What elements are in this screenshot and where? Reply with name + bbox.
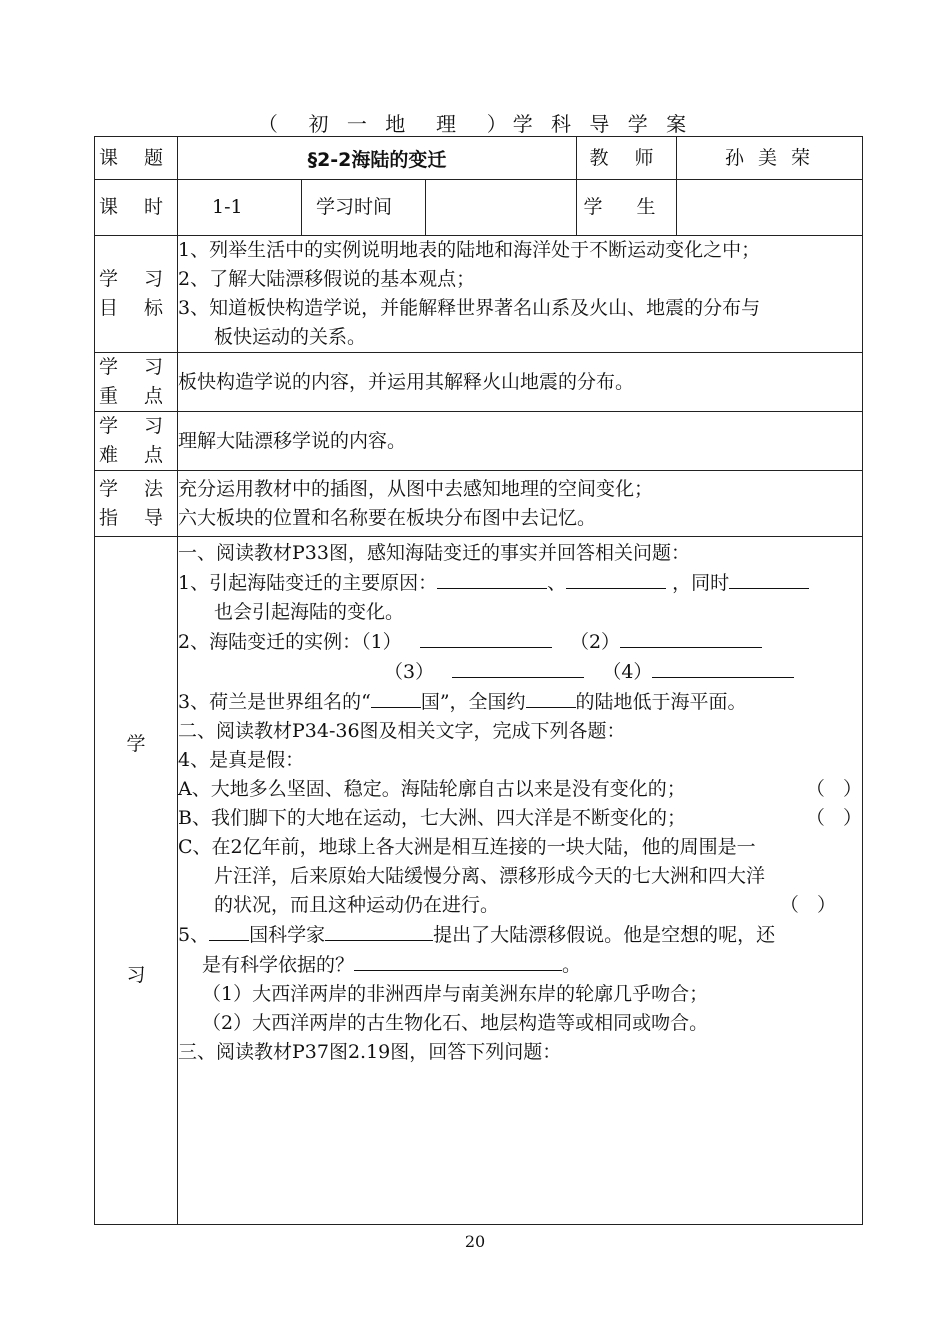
evidence-2: （2）大西洋两岸的古生物化石、地层构造等或相同或吻合。 <box>202 1012 709 1034</box>
method-label-line1: 学 法 <box>98 477 174 500</box>
row-key-points <box>95 353 863 412</box>
statement-c-line3 <box>178 891 862 920</box>
difficulties-text: 理解大陆漂移学说的内容。 <box>178 412 863 471</box>
key-points-text: 板快构造学说的内容，并运用其解释火山地震的分布。 <box>178 353 863 412</box>
teacher-label: 教 师 <box>577 137 677 180</box>
method-label <box>95 471 178 537</box>
objective-item: 3、知道板快构造学说，并能解释世界著名山系及火山、地震的分布与 <box>178 297 761 319</box>
question-2 <box>178 627 862 657</box>
statement-a-text: A、大地多么坚固、稳定。海陆轮廓自古以来是没有变化的； <box>178 778 686 800</box>
section-3-heading: 三、阅读教材P37图2.19图，回答下列问题： <box>178 1041 562 1063</box>
student-value[interactable] <box>677 180 863 236</box>
student-label: 学 生 <box>577 180 677 236</box>
objective-item: 1、列举生活中的实例说明地表的陆地和海洋处于不断运动变化之中； <box>178 239 761 261</box>
statement-b <box>178 804 862 833</box>
q2-blank-1[interactable] <box>420 627 552 648</box>
q5-blank-1[interactable] <box>209 920 249 941</box>
q3-text-3: 的陆地低于海平面。 <box>575 691 747 713</box>
study-label-bottom: 习 <box>126 964 146 986</box>
question-5 <box>178 920 862 950</box>
row-topic <box>95 137 863 180</box>
guide-table <box>94 136 863 1225</box>
q2-blank-2[interactable] <box>620 627 762 648</box>
study-time-value[interactable] <box>426 180 577 236</box>
question-1 <box>178 568 862 598</box>
question-2-cont <box>178 657 862 687</box>
q2-label-2: （2） <box>569 631 621 653</box>
q2-blank-4[interactable] <box>652 657 794 678</box>
objective-item: 板快运动的关系。 <box>214 326 367 348</box>
question-5-cont <box>178 950 862 980</box>
row-period <box>95 180 863 236</box>
q1-blank-2[interactable] <box>566 568 666 589</box>
method-label-line2: 指 导 <box>98 506 174 529</box>
q5-text-5: 。 <box>562 954 582 976</box>
q3-text: 3、荷兰是世界组名的“ <box>178 691 371 713</box>
topic-value: §2-2海陆的变迁 <box>178 137 577 180</box>
question-1-cont: 也会引起海陆的变化。 <box>214 601 405 623</box>
difficulties-label-line2: 难 点 <box>98 444 174 466</box>
key-points-label-line1: 学 习 <box>98 356 174 378</box>
statement-c-line2: 片汪洋，后来原始大陆缓慢分离、漂移形成今天的七大洲和四大洋 <box>214 865 766 887</box>
evidence-1: （1）大西洋两岸的非洲西岸与南美洲东岸的轮廓几乎吻合； <box>202 983 709 1005</box>
statement-c-answer[interactable]: （ ） <box>779 894 836 916</box>
study-time-label: 学习时间 <box>302 180 426 236</box>
row-study <box>95 537 863 1225</box>
difficulties-label <box>95 412 178 471</box>
q5-text-2: 国科学家 <box>249 924 326 946</box>
topic-label: 课 题 <box>95 137 178 180</box>
statement-c-text: 的状况，而且这种运动仍在进行。 <box>214 894 500 916</box>
key-points-label <box>95 353 178 412</box>
statement-b-answer[interactable]: （ ） <box>805 807 862 829</box>
q5-blank-3[interactable] <box>354 950 562 971</box>
teacher-value: 孙 美 荣 <box>677 137 863 180</box>
key-points-label-line2: 重 点 <box>98 385 174 407</box>
q2-label-3: （3） <box>384 661 435 683</box>
study-label-top: 学 <box>126 733 146 755</box>
q3-blank-1[interactable] <box>371 687 421 708</box>
row-method <box>95 471 863 537</box>
method-content <box>178 471 863 537</box>
objectives-label-line2: 目 标 <box>98 297 174 319</box>
page-number: 20 <box>464 1232 486 1251</box>
q1-separator: 、 <box>547 572 567 594</box>
difficulties-label-line1: 学 习 <box>98 415 174 437</box>
row-difficulties <box>95 412 863 471</box>
statement-a <box>178 775 862 804</box>
question-4: 4、是真是假： <box>178 749 305 771</box>
study-label <box>95 537 178 1225</box>
q5-text: 5、 <box>178 924 210 946</box>
section-2-heading: 二、阅读教材P34-36图及相关文字，完成下列各题： <box>178 720 626 742</box>
objectives-content <box>178 236 863 353</box>
study-content <box>178 537 863 1225</box>
q1-blank-3[interactable] <box>729 568 809 589</box>
q1-text: 1、引起海陆变迁的主要原因： <box>178 572 438 594</box>
q2-text: 2、海陆变迁的实例：（1） <box>178 631 402 653</box>
q1-text-2: ，同时 <box>672 572 730 594</box>
statement-a-answer[interactable]: （ ） <box>805 778 862 800</box>
statement-b-text: B、我们脚下的大地在运动，七大洲、四大洋是不断变化的； <box>178 807 686 829</box>
method-line: 充分运用教材中的插图，从图中去感知地理的空间变化； <box>178 477 654 500</box>
question-3 <box>178 687 862 717</box>
q3-text-2: 国”，全国约 <box>420 691 526 713</box>
q2-blank-3[interactable] <box>452 657 584 678</box>
q3-blank-2[interactable] <box>526 687 576 708</box>
objective-item: 2、了解大陆漂移假说的基本观点； <box>178 268 476 290</box>
q2-label-4: （4） <box>602 661 653 683</box>
q5-blank-2[interactable] <box>325 920 433 941</box>
objectives-label-line1: 学 习 <box>98 268 174 290</box>
row-objectives <box>95 236 863 353</box>
q5-text-4: 是有科学依据的？ <box>202 954 355 976</box>
method-line: 六大板块的位置和名称要在板块分布图中去记忆。 <box>178 506 597 529</box>
section-1-heading: 一、阅读教材P33图，感知海陆变迁的事实并回答相关问题： <box>178 542 690 564</box>
q1-blank-1[interactable] <box>437 568 547 589</box>
q5-text-3: 提出了大陆漂移假说。他是空想的呢，还 <box>433 924 776 946</box>
period-value: 1-1 <box>178 180 302 236</box>
document-title: （ 初 一 地 理 ）学 科 导 学 案 <box>257 112 693 136</box>
statement-c-line1: C、在2亿年前，地球上各大洲是相互连接的一块大陆，他的周围是一 <box>178 836 756 858</box>
period-label: 课 时 <box>95 180 178 236</box>
objectives-label <box>95 236 178 353</box>
